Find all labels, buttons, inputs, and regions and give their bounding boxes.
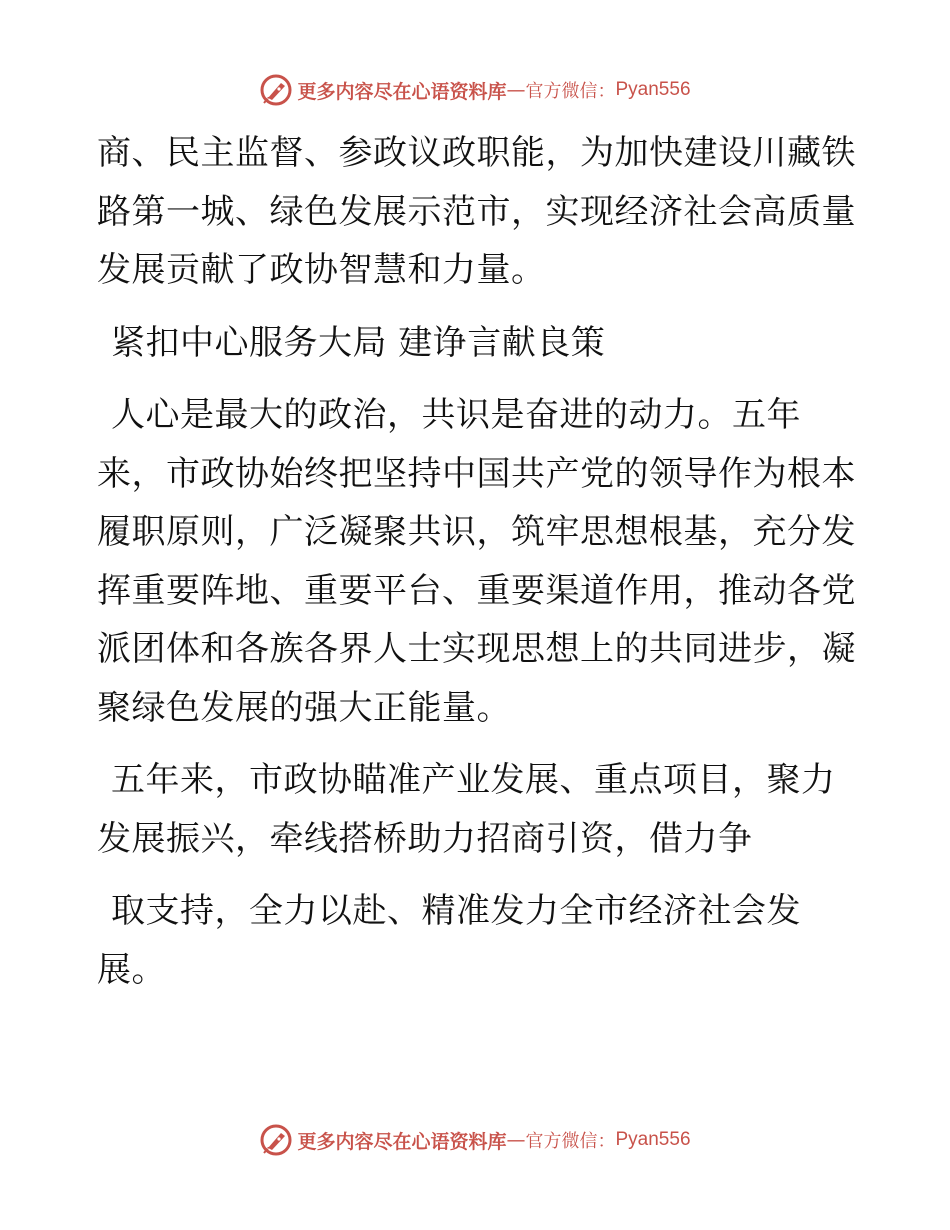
document-body: [97, 124, 857, 999]
header-banner: [0, 70, 950, 110]
banner-wechat-label: 官方微信：: [525, 81, 616, 102]
text-line: 商、民主监督、参政议政职能，为加快建设川藏铁: [97, 133, 856, 173]
text-line: 人心是最大的政治，共识是奋进的动力。五年: [111, 395, 801, 435]
text-line: 发展振兴，牵线搭桥助力招商引资，借力争: [97, 818, 753, 859]
text-line: 派团体和各族各界人士实现思想上的共同进步，凝: [97, 629, 856, 669]
section-heading: [97, 314, 857, 373]
banner-wechat-id: Pyan556: [615, 1129, 691, 1150]
paragraph-2: [97, 386, 857, 737]
banner-title: 更多内容尽在心语资料库: [297, 1130, 507, 1153]
paragraph-1: [97, 124, 857, 300]
text-line: 挥重要阵地、重要平台、重要渠道作用，推动各党: [97, 570, 856, 611]
text-line: 路第一城、绿色发展示范市，实现经济社会高质量: [97, 191, 856, 232]
footer-banner: [0, 1120, 950, 1160]
text-line: 取支持，全力以赴、精准发力全市经济社会发: [111, 891, 801, 931]
text-line: 五年来，市政协瞄准产业发展、重点项目，聚力: [111, 760, 836, 800]
heading-line: 紧扣中心服务大局 建诤言献良策: [111, 322, 606, 363]
text-line: 聚绿色发展的强大正能量。: [97, 687, 511, 728]
paragraph-4: [97, 882, 857, 999]
paragraph-3: [97, 751, 857, 868]
text-line: 来，市政协始终把坚持中国共产党的领导作为根本: [97, 453, 856, 494]
pen-nib-logo-icon: [259, 73, 293, 107]
banner-separator: —: [506, 1129, 526, 1151]
banner-wechat-id: Pyan556: [615, 79, 691, 100]
text-line: 展。: [97, 949, 166, 990]
text-line: 发展贡献了政协智慧和力量。: [97, 250, 546, 290]
pen-nib-logo-icon: [259, 1123, 293, 1157]
text-line: 履职原则，广泛凝聚共识，筑牢思想根基，充分发: [97, 512, 856, 552]
banner-wechat-label: 官方微信：: [525, 1131, 616, 1152]
banner-separator: —: [506, 79, 526, 101]
banner-title: 更多内容尽在心语资料库: [297, 80, 507, 103]
